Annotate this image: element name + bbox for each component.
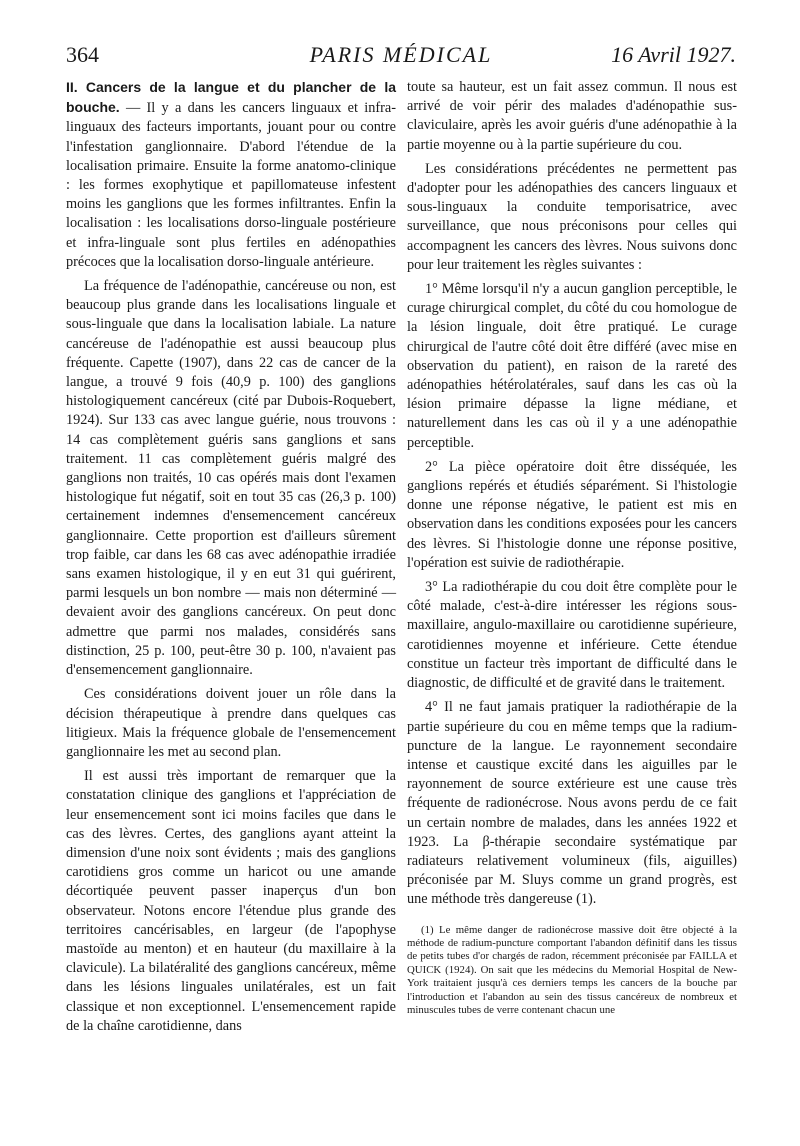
page-header bbox=[66, 42, 736, 70]
section-intro-text: — Il y a dans les cancers linguaux et infra-linguaux des facteurs importants, jouant pour ou contre l'infestation ganglionnaire. D'abord l'étendue de la localisation primaire. Ensuite la forme anatomo-clinique : les formes exophytique et papillomateuse infestent moins les ganglions que les formes infiltrantes. Enfin la localisation : les localisations dorso-linguale postérieure et infra-linguale sont plus fertiles en adénopathies précoces que la localisation dorso-linguale antérieure. bbox=[66, 100, 396, 270]
journal-title: PARIS MÉDICAL bbox=[309, 42, 493, 67]
paragraph: Il est aussi très important de remarquer que la constatation clinique des ganglions et l'appréciation de leur ensemencement sont ici moins faciles que dans le cas des lèvres. Certes, des ganglions ayant atteint la dimension d'une noix sont évidents ; mais des ganglions carotidiens gros comme un haricot ou une amande décortiquée peuvent passer inaperçus d'un bon observateur. Notons encore l'étendue plus grande des territoires cancérisables, en largeur (de l'apophyse mastoïde au menton) et en hauteur (du maxillaire à la clavicule). La bilatéralité des ganglions cancéreux, même dans les lésions linguales unilatérales, est un fait classique et non exceptionnel. L'ensemencement rapide de la chaîne carotidienne, dans bbox=[66, 768, 396, 1034]
paragraph-continued: toute sa hauteur, est un fait assez commun. Il nous est arrivé de voir périr des malades d'adénopathie sus-claviculaire, après les avoir guéris d'une adénopathie à la partie moyenne ou à la partie supérieure du cou. bbox=[407, 79, 737, 153]
left-column bbox=[66, 78, 396, 1036]
paragraph: Ces considérations doivent jouer un rôle dans la décision thérapeutique à prendre dans quelques cas litigieux. Mais la fréquence globale de l'ensemencement ganglionnaire les met au second plan. bbox=[66, 686, 396, 760]
section-heading: II. Cancers de la langue et du plancher de la bouche. bbox=[66, 79, 396, 116]
paragraph: Les considérations précédentes ne permettent pas d'adopter pour les adénopathies des cancers linguaux et sous-linguaux la conduite temporisatrice, avec surveillance, que nous préconisons pour celles qui accompagnent les cancers des lèvres. Nous suivons donc pour leur traitement les règles suivantes : bbox=[407, 160, 737, 273]
rule-item: 2° La pièce opératoire doit être disséquée, les ganglions repérés et étudiés séparément. Si l'histologie donne une réponse négative, le patient est mis en observation dans les conditions exposées pour les cancers des lèvres. Si l'histologie donne une réponse positive, l'opération est suivie de radiothérapie. bbox=[407, 458, 737, 571]
rule-item: 3° La radiothérapie du cou doit être complète pour le côté malade, c'est-à-dire intéresser les régions sous-maxillaire, angulo-maxillaire ou carotidienne supérieure, carotidiennes moyenne et inférieure. Cette étendue constitue un facteur très important de difficulté dans le diagnostic, de difficulté et de gravité dans le traitement. bbox=[407, 579, 737, 692]
footnote: (1) Le même danger de radionécrose massive doit être objecté à la méthode de radium-puncture comportant l'abandon définitif dans les tissus de petits tubes d'or chargés de radon, récemment préconisée par FAILLA et QUICK (1924). On sait que les médecins du Memorial Hospital de New-York traitaient jusqu'à ces derniers temps les cancers de la bouche par l'introduction et l'abandon au sein des tissus cancéreux de nombreux et minuscules tubes de verre contenant chacun une bbox=[407, 923, 737, 1016]
rule-item: 1° Même lorsqu'il n'y a aucun ganglion perceptible, le curage chirurgical complet, du côté du cou homologue de la lésion linguale, doit être pratiqué. Le curage chirurgical de l'autre côté doit être différé (avec mise en observation du patient), en raison de la rareté des adénopathies hétérolatérales, sauf dans les cas où la lésion primaire dépasse la ligne médiane, et naturellement dans les cas où il y a une adénopathie perceptible. bbox=[407, 281, 737, 451]
section-paragraph bbox=[66, 78, 396, 272]
paragraph: La fréquence de l'adénopathie, cancéreuse ou non, est beaucoup plus grande dans les localisations linguale et sous-linguale que dans la localisation labiale. La nature cancéreuse de l'adénopathie est aussi beaucoup plus fréquente. Capette (1907), dans 22 cas de cancer de la langue, a trouvé 9 fois (40,9 p. 100) des ganglions histologiquement cancéreux (cité par Dubois-Roquebert, 1924). Sur 133 cas avec langue guérie, nous trouvons : 14 cas complètement guéris sans ganglions et sans traitement. 11 cas complètement guéris malgré des ganglions non traités, 10 cas opérés mais dont l'examen histologique fut négatif, soit en tout 35 cas (26,3 p. 100) certainement indemnes d'ensemencement cancéreux ganglionnaire. Cette proportion est d'ailleurs sûrement trop faible, car dans les 68 cas avec adénopathie irradiée sans examen histologique, il y en eut 31 qui guérirent, parmi lesquels un bon nombre — mais non déterminé — devaient avoir des ganglions cancéreux. On peut donc admettre que parmi nos malades, considérés sans distinction, 25 p. 100, peut-être 30 p. 100, n'avaient pas d'ensemencement ganglionnaire. bbox=[66, 278, 396, 679]
issue-date: 16 Avril 1927. bbox=[611, 42, 736, 67]
right-column bbox=[407, 78, 737, 1017]
page-number: 364 bbox=[66, 42, 99, 67]
rule-item: 4° Il ne faut jamais pratiquer la radiothérapie de la partie supérieure du cou en même temps que la radium-puncture de la langue. Le rayonnement secondaire intense et caustique excité dans les aiguilles par le rayonnement de source extérieure est une cause très fréquente de radionécrose. Nous avons perdu de ce fait un certain nombre de malades, dans les années 1922 et 1923. La β-thérapie secondaire systématique par radiateurs relativement volumineux (fils, aiguilles) préconisée par M. Sluys comme un grand progrès, est une méthode très dangereuse (1). bbox=[407, 699, 737, 908]
